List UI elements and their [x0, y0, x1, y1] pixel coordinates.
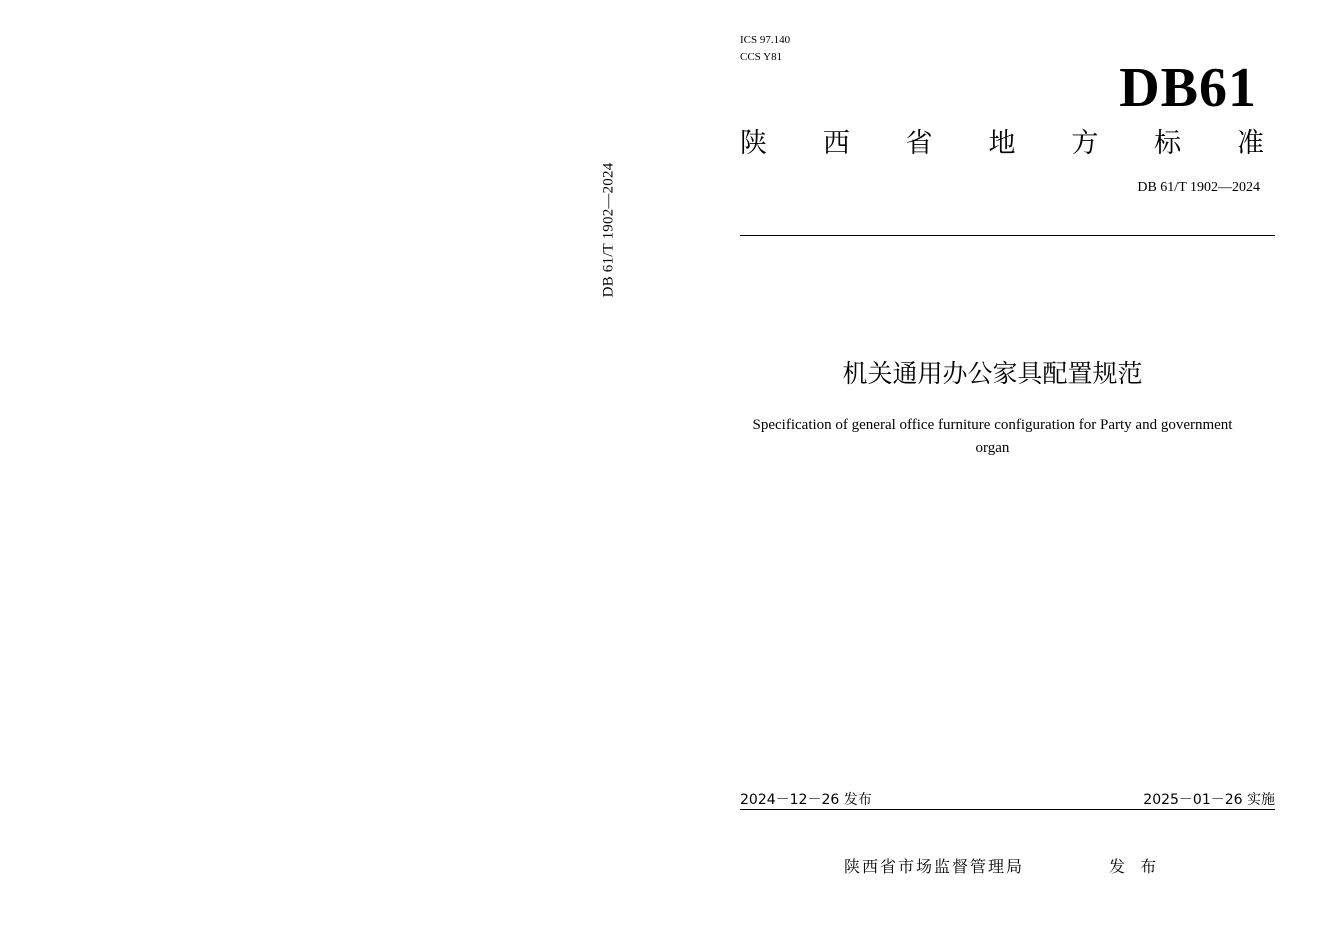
header-divider — [740, 235, 1275, 236]
standard-type-char: 西 — [822, 128, 850, 159]
english-title-line-1: Specification of general office furniture configuration for Party and government — [752, 417, 1233, 433]
footer-divider — [740, 809, 1275, 810]
publish-label: 发 布 — [1109, 857, 1162, 876]
english-title-line-2: organ — [975, 439, 1010, 456]
standard-type-char: 准 — [1236, 128, 1264, 159]
ics-code: ICS 97.140 — [740, 34, 791, 46]
db-code-mark: DB61 — [1119, 57, 1257, 119]
ccs-code: CCS Y81 — [740, 51, 783, 63]
spine-standard-number: DB 61/T 1902—2024 — [600, 162, 617, 298]
standard-type-heading — [740, 127, 1264, 161]
standard-type-char: 陕 — [740, 128, 767, 159]
release-date: 2024－12－26 发布 — [740, 792, 872, 808]
standard-type-char: 地 — [988, 128, 1016, 159]
publisher-name: 陕西省市场监督管理局 — [844, 857, 1025, 876]
standard-type-char: 省 — [905, 128, 933, 159]
implementation-date: 2025－01－26 实施 — [1143, 792, 1275, 808]
standard-number: DB 61/T 1902—2024 — [1137, 180, 1260, 195]
standard-type-char: 方 — [1071, 128, 1099, 159]
chinese-title: 机关通用办公家具配置规范 — [842, 359, 1143, 388]
english-title — [740, 414, 1245, 459]
standard-type-char: 标 — [1154, 128, 1182, 159]
